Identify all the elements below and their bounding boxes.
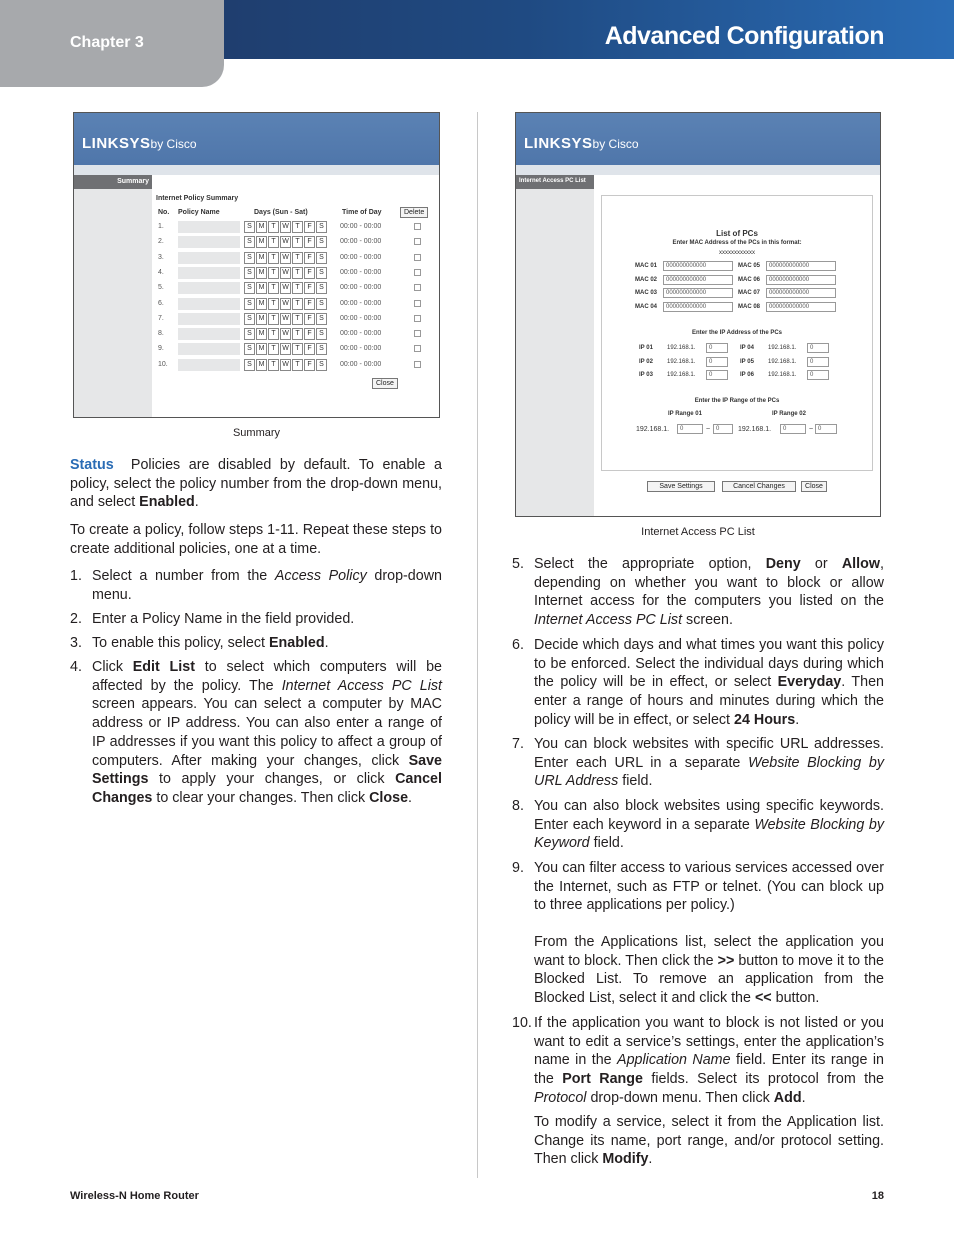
- ip-label: IP 03: [639, 372, 653, 378]
- mac-field[interactable]: 000000000000: [766, 302, 836, 312]
- mac-label: MAC 05: [738, 263, 761, 269]
- step-7-number: 7.: [512, 736, 524, 752]
- policy-row: [156, 252, 438, 265]
- time-of-day: 00:00 - 00:00: [340, 314, 382, 322]
- mac-field[interactable]: 000000000000: [663, 302, 733, 312]
- step-5-number: 5.: [512, 556, 524, 572]
- ip-prefix: 192.168.1.: [768, 372, 797, 378]
- policy-number: 8.: [158, 330, 164, 338]
- step-3-number: 3.: [70, 635, 82, 651]
- day-box: M: [256, 282, 267, 294]
- mac-format: xxxxxxxxxxxx: [719, 250, 755, 256]
- ip-field[interactable]: 0: [706, 343, 728, 353]
- summary-screenshot: [73, 112, 440, 418]
- page-number: 18: [871, 1190, 884, 1202]
- day-box: F: [304, 328, 315, 340]
- delete-checkbox[interactable]: [414, 315, 421, 322]
- range1-prefix: 192.168.1.: [636, 426, 670, 433]
- close-button[interactable]: Close: [801, 481, 827, 492]
- policy-number: 4.: [158, 268, 164, 276]
- day-box: S: [244, 282, 255, 294]
- mac-label: MAC 03: [635, 290, 658, 296]
- day-box: W: [280, 267, 291, 279]
- day-box: S: [316, 328, 327, 340]
- policy-name-field: [178, 236, 240, 248]
- ip-prefix: 192.168.1.: [667, 372, 696, 378]
- day-box: M: [256, 252, 267, 264]
- policy-name-field: [178, 267, 240, 279]
- day-box: F: [304, 252, 315, 264]
- mac-field[interactable]: 000000000000: [766, 261, 836, 271]
- list-title: List of PCs: [716, 229, 758, 238]
- ip-field[interactable]: 0: [807, 357, 829, 367]
- day-box: W: [280, 282, 291, 294]
- delete-button[interactable]: Delete: [400, 207, 428, 218]
- time-of-day: 00:00 - 00:00: [340, 253, 382, 261]
- ip-label: IP 04: [740, 345, 754, 351]
- day-box: T: [292, 282, 303, 294]
- mac-label: MAC 04: [635, 303, 658, 310]
- day-box: W: [280, 236, 291, 248]
- status-paragraph: Status Policies are disabled by default. To enable a policy, select the policy number from the drop-down menu, and select Enabled.: [70, 457, 442, 511]
- time-of-day: 00:00 - 00:00: [340, 238, 382, 246]
- day-box: M: [256, 359, 267, 371]
- day-box: S: [316, 343, 327, 355]
- day-box: S: [316, 359, 327, 371]
- day-box: T: [268, 343, 279, 355]
- day-box: S: [244, 359, 255, 371]
- day-box: S: [316, 282, 327, 294]
- range-instruction: Enter the IP Range of the PCs: [694, 398, 780, 404]
- step-6-number: 6.: [512, 637, 524, 653]
- day-box: T: [292, 313, 303, 325]
- day-box: W: [280, 359, 291, 371]
- step-7: You can block websites with specific URL addresses. Enter each URL in a separate Website Blocking by URL Address field.: [534, 736, 884, 790]
- mac-field[interactable]: 000000000000: [766, 288, 836, 298]
- step-4-number: 4.: [70, 659, 82, 675]
- mac-label: MAC 06: [738, 276, 761, 283]
- mac-label: MAC 02: [635, 276, 658, 283]
- figure-caption-pc-list: Internet Access PC List: [641, 526, 755, 538]
- range2-label: IP Range 02: [772, 411, 806, 417]
- day-box: T: [268, 221, 279, 233]
- ip-field[interactable]: 0: [807, 343, 829, 353]
- time-of-day: 00:00 - 00:00: [340, 345, 382, 353]
- linksys-logo: LINKSYSby Cisco: [82, 135, 197, 152]
- day-box: S: [244, 236, 255, 248]
- day-box: M: [256, 298, 267, 310]
- range2-separator: ~: [809, 426, 814, 433]
- col-no: No.: [158, 209, 170, 216]
- policy-name-field: [178, 359, 240, 371]
- day-box: T: [268, 252, 279, 264]
- day-box: T: [268, 236, 279, 248]
- policy-name-field: [178, 221, 240, 233]
- day-box: F: [304, 359, 315, 371]
- pc-list-screenshot: [515, 112, 881, 517]
- day-box: T: [292, 343, 303, 355]
- policy-number: 6.: [158, 299, 164, 307]
- step-1-number: 1.: [70, 568, 82, 584]
- policy-row: [156, 267, 438, 280]
- delete-checkbox[interactable]: [414, 254, 421, 261]
- ip-instruction: Enter the IP Address of the PCs: [691, 330, 783, 336]
- day-box: S: [244, 328, 255, 340]
- intro-paragraph: To create a policy, follow steps 1-11. Repeat these steps to create additional policies, one at a time.: [70, 522, 442, 557]
- policy-number: 9.: [158, 345, 164, 353]
- day-box: W: [280, 298, 291, 310]
- policy-name-field: [178, 343, 240, 355]
- days-selector: [244, 359, 327, 371]
- day-box: W: [280, 221, 291, 233]
- day-box: S: [244, 267, 255, 279]
- ip-prefix: 192.168.1.: [768, 358, 797, 365]
- day-box: S: [244, 252, 255, 264]
- ip-field[interactable]: 0: [807, 370, 829, 380]
- step-6: Decide which days and what times you want this policy to be enforced. Select the individual days during which the policy will be in effect, or select Everyday. Then enter a range of hours and minutes during which the policy will be in effect, or select 24 Hours.: [534, 637, 884, 728]
- policy-row: [156, 313, 438, 326]
- step-5: Select the appropriate option, Deny or Allow, depending on whether you want to block or allow Internet access for the computers you listed on the Internet Access PC List screen.: [534, 556, 884, 629]
- policy-name-field: [178, 282, 240, 294]
- day-box: T: [268, 298, 279, 310]
- day-box: F: [304, 313, 315, 325]
- step-10: If the application you want to block is not listed or you want to edit a service’s settings, enter the application’s name in the Application Name field. Enter its range in the Port Range fields. Select its protocol from the Protocol drop-down menu. Then click Add.: [534, 1015, 884, 1106]
- mac-field[interactable]: 000000000000: [663, 288, 733, 298]
- day-box: T: [268, 328, 279, 340]
- days-selector: [244, 328, 327, 340]
- policy-number: 10.: [158, 360, 168, 368]
- days-selector: [244, 236, 327, 248]
- policy-number: 2.: [158, 238, 164, 246]
- day-box: S: [244, 343, 255, 355]
- mac-label: MAC 01: [635, 263, 658, 269]
- day-box: W: [280, 252, 291, 264]
- days-selector: [244, 252, 327, 264]
- policy-row: [156, 343, 438, 356]
- column-divider: [477, 112, 478, 1178]
- figure-caption-summary: Summary: [232, 427, 281, 439]
- mac-label: MAC 08: [738, 303, 761, 310]
- day-box: F: [304, 221, 315, 233]
- policy-row: [156, 236, 438, 249]
- summary-side-label: Summary: [74, 175, 152, 189]
- ip-prefix: 192.168.1.: [768, 345, 797, 351]
- range1-from-field[interactable]: 0: [677, 424, 703, 434]
- day-box: M: [256, 328, 267, 340]
- day-box: S: [316, 298, 327, 310]
- step-10-detail: To modify a service, select it from the Application list. Change its name, port range, and/or protocol setting. Then click Modify.: [534, 1114, 884, 1168]
- days-selector: [244, 267, 327, 279]
- col-days: Days (Sun - Sat): [254, 209, 308, 216]
- ip-prefix: 192.168.1.: [667, 358, 696, 365]
- policy-row: [156, 359, 438, 372]
- delete-checkbox[interactable]: [414, 361, 421, 368]
- pc-list-side-label: Internet Access PC List: [516, 175, 594, 189]
- ip-label: IP 06: [740, 372, 754, 378]
- days-selector: [244, 313, 327, 325]
- step-8: You can also block websites using specific keywords. Enter each keyword in a separate Website Blocking by Keyword field.: [534, 798, 884, 852]
- step-3: To enable this policy, select Enabled.: [92, 635, 329, 651]
- policy-name-field: [178, 313, 240, 325]
- day-box: W: [280, 328, 291, 340]
- policy-name-field: [178, 328, 240, 340]
- policy-name-field: [178, 298, 240, 310]
- day-box: F: [304, 236, 315, 248]
- day-box: T: [292, 267, 303, 279]
- ip-field[interactable]: 0: [706, 357, 728, 367]
- time-of-day: 00:00 - 00:00: [340, 330, 382, 338]
- day-box: M: [256, 221, 267, 233]
- cancel-changes-button[interactable]: Cancel Changes: [722, 481, 796, 492]
- day-box: T: [292, 236, 303, 248]
- range2-prefix: 192.168.1.: [738, 426, 772, 433]
- day-box: T: [268, 359, 279, 371]
- delete-checkbox[interactable]: [414, 345, 421, 352]
- time-of-day: 00:00 - 00:00: [340, 268, 382, 276]
- page-title: Advanced Configuration: [604, 22, 884, 50]
- ip-prefix: 192.168.1.: [667, 345, 696, 351]
- step-9-number: 9.: [512, 860, 524, 876]
- day-box: S: [316, 252, 327, 264]
- day-box: T: [292, 298, 303, 310]
- day-box: S: [244, 221, 255, 233]
- ip-label: IP 02: [639, 358, 653, 365]
- mac-label: MAC 07: [738, 290, 761, 296]
- step-2-number: 2.: [70, 611, 82, 627]
- policy-number: 1.: [158, 223, 164, 230]
- day-box: M: [256, 267, 267, 279]
- day-box: S: [316, 313, 327, 325]
- linksys-logo: LINKSYSby Cisco: [524, 135, 639, 152]
- day-box: T: [292, 328, 303, 340]
- status-lead: Status: [70, 457, 114, 473]
- policy-row: [156, 298, 438, 311]
- policy-name-field: [178, 252, 240, 264]
- step-10-number: 10.: [512, 1015, 532, 1031]
- day-box: F: [304, 267, 315, 279]
- mac-field[interactable]: 000000000000: [663, 275, 733, 285]
- delete-checkbox[interactable]: [414, 238, 421, 245]
- step-1: Select a number from the Access Policy drop-down menu.: [92, 568, 442, 603]
- summary-heading: Internet Policy Summary: [156, 195, 239, 202]
- delete-checkbox[interactable]: [414, 330, 421, 337]
- policy-row: [156, 282, 438, 295]
- mac-instruction: Enter MAC Address of the PCs in this format:: [672, 240, 802, 246]
- step-9: You can filter access to various services accessed over the Internet, such as FTP or telnet. (You can block up to three applications per policy.): [534, 860, 884, 914]
- step-9-detail: From the Applications list, select the application you want to block. Then click the >> button to move it to the Blocked List. To remove an application from the Blocked List, select it and click the << button.: [534, 934, 884, 1007]
- col-time: Time of Day: [342, 209, 382, 216]
- day-box: T: [292, 252, 303, 264]
- day-box: T: [268, 282, 279, 294]
- time-of-day: 00:00 - 00:00: [340, 360, 382, 368]
- policy-number: 5.: [158, 284, 164, 292]
- step-2: Enter a Policy Name in the field provided.: [92, 611, 355, 627]
- days-selector: [244, 298, 327, 310]
- day-box: S: [244, 313, 255, 325]
- days-selector: [244, 343, 327, 355]
- ip-label: IP 05: [740, 358, 754, 365]
- day-box: M: [256, 313, 267, 325]
- footer-product: Wireless-N Home Router: [70, 1190, 199, 1202]
- delete-checkbox[interactable]: [414, 223, 421, 230]
- day-box: T: [292, 359, 303, 371]
- day-box: S: [316, 221, 327, 233]
- ip-field[interactable]: 0: [706, 370, 728, 380]
- range2-to-field[interactable]: 0: [815, 424, 837, 434]
- policy-number: 7.: [158, 314, 164, 322]
- day-box: W: [280, 343, 291, 355]
- days-selector: [244, 221, 327, 233]
- time-of-day: 00:00 - 00:00: [340, 284, 382, 292]
- delete-checkbox[interactable]: [414, 300, 421, 307]
- range2-from-field[interactable]: 0: [780, 424, 806, 434]
- day-box: F: [304, 343, 315, 355]
- ip-label: IP 01: [639, 345, 653, 351]
- delete-checkbox[interactable]: [414, 284, 421, 291]
- day-box: F: [304, 282, 315, 294]
- days-selector: [244, 282, 327, 294]
- chapter-label: Chapter 3: [70, 34, 144, 51]
- day-box: M: [256, 343, 267, 355]
- close-button[interactable]: Close: [372, 378, 398, 389]
- range1-separator: ~: [706, 426, 711, 433]
- col-policy-name: Policy Name: [178, 209, 220, 216]
- time-of-day: 00:00 - 00:00: [340, 223, 382, 230]
- delete-checkbox[interactable]: [414, 269, 421, 276]
- mac-field[interactable]: 000000000000: [663, 261, 733, 271]
- day-box: T: [292, 221, 303, 233]
- mac-field[interactable]: 000000000000: [766, 275, 836, 285]
- policy-row: [156, 221, 438, 234]
- day-box: W: [280, 313, 291, 325]
- day-box: M: [256, 236, 267, 248]
- day-box: F: [304, 298, 315, 310]
- policy-number: 3.: [158, 253, 164, 261]
- time-of-day: 00:00 - 00:00: [340, 299, 382, 307]
- day-box: S: [316, 267, 327, 279]
- save-settings-button[interactable]: Save Settings: [647, 481, 715, 492]
- day-box: T: [268, 313, 279, 325]
- day-box: S: [316, 236, 327, 248]
- day-box: S: [244, 298, 255, 310]
- policy-row: [156, 328, 438, 341]
- step-8-number: 8.: [512, 798, 524, 814]
- step-4: Click Edit List to select which computers will be affected by the policy. The Internet Access PC List screen appears. You can select a computer by MAC address or IP address. You can also enter a range of IP addresses if you want this policy to affect a group of computers. After making your changes, click Save Settings to apply your changes, or click Cancel Changes to clear your changes. Then click Close.: [92, 659, 442, 806]
- day-box: T: [268, 267, 279, 279]
- range1-to-field[interactable]: 0: [713, 424, 733, 434]
- range1-label: IP Range 01: [668, 411, 702, 417]
